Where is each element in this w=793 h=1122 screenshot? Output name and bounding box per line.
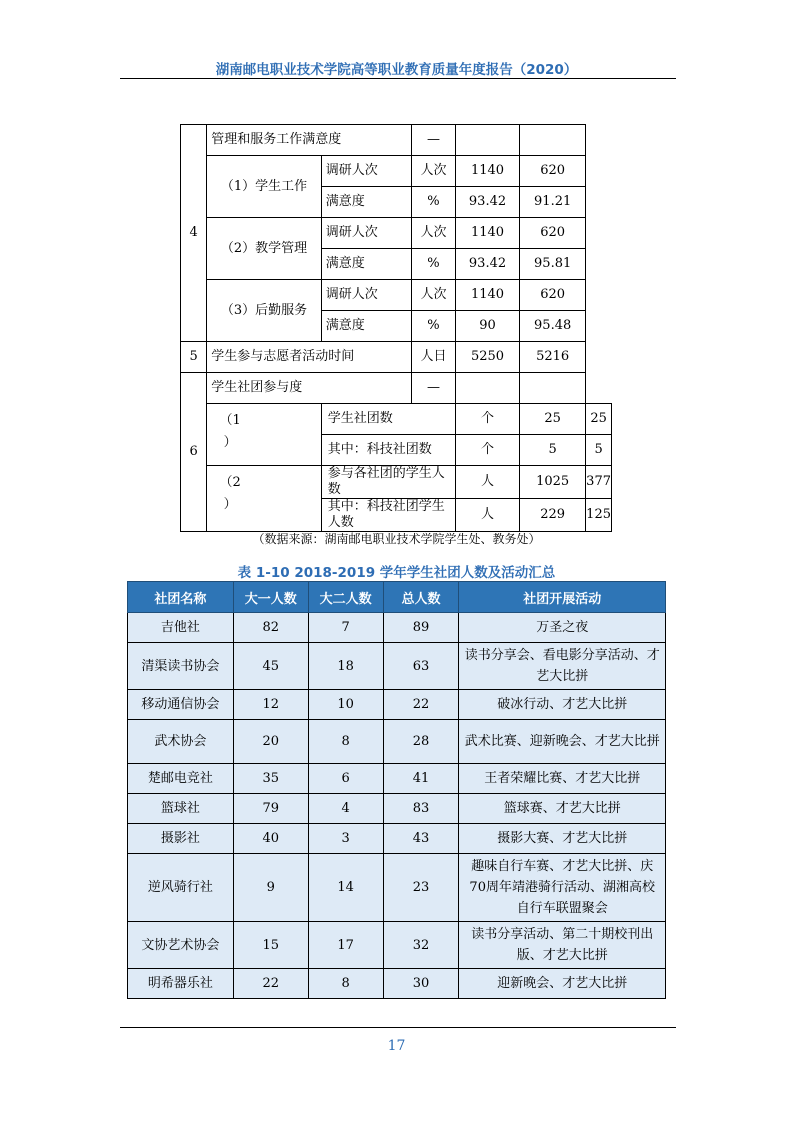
- count-cell: 3: [308, 824, 383, 854]
- value-cell: 125: [586, 499, 612, 532]
- group-label: （1）学生工作: [207, 156, 322, 218]
- count-cell: 82: [233, 613, 308, 643]
- club-name-cell: 篮球社: [128, 794, 234, 824]
- value-cell: 95.81: [520, 249, 586, 280]
- table-row: [128, 794, 666, 824]
- row-number: 5: [181, 342, 207, 373]
- table-row: [128, 922, 666, 969]
- count-cell: 89: [383, 613, 459, 643]
- table-row: [181, 404, 612, 435]
- value-cell: 5216: [520, 342, 586, 373]
- row-number: 4: [181, 125, 207, 342]
- table-row: [128, 969, 666, 999]
- value-cell: 95.48: [520, 311, 586, 342]
- count-cell: 20: [233, 720, 308, 764]
- report-header: 湖南邮电职业技术学院高等职业教育质量年度报告（2020）: [215, 62, 578, 78]
- unit-cell: %: [412, 249, 456, 280]
- club-name-cell: 清渠读书协会: [128, 643, 234, 690]
- item-cell: 学生社团数: [321, 404, 455, 435]
- table-row: [128, 720, 666, 764]
- value-cell: [520, 125, 586, 156]
- value-cell: 1140: [455, 218, 519, 249]
- count-cell: 23: [383, 854, 459, 922]
- value-cell: 5250: [455, 342, 519, 373]
- value-cell: 1140: [455, 156, 519, 187]
- value-cell: 93.42: [455, 187, 519, 218]
- activity-cell: 万圣之夜: [459, 613, 666, 643]
- value-cell: 93.42: [455, 249, 519, 280]
- group-label: [207, 404, 322, 466]
- activity-cell: 篮球赛、才艺大比拼: [459, 794, 666, 824]
- value-cell: 90: [455, 311, 519, 342]
- value-cell: [455, 125, 519, 156]
- value-cell: 1140: [455, 280, 519, 311]
- count-cell: 4: [308, 794, 383, 824]
- value-cell: 620: [520, 218, 586, 249]
- table-row: [181, 280, 612, 311]
- metric-title: 学生参与志愿者活动时间: [207, 342, 412, 373]
- activity-cell: 武术比赛、迎新晚会、才艺大比拼: [459, 720, 666, 764]
- table-row: [181, 125, 612, 156]
- unit-cell: —: [412, 373, 456, 404]
- count-cell: 41: [383, 764, 459, 794]
- table-caption: 表 1-10 2018-2019 学年学生社团人数及活动汇总: [237, 565, 556, 581]
- count-cell: 32: [383, 922, 459, 969]
- metric-title: 学生社团参与度: [207, 373, 412, 404]
- item-cell: 满意度: [321, 249, 411, 280]
- activity-cell: 趣味自行车赛、才艺大比拼、庆70周年靖港骑行活动、湖湘高校自行车联盟聚会: [459, 854, 666, 922]
- row-number: 6: [181, 373, 207, 532]
- unit-cell: 人日: [412, 342, 456, 373]
- table-row: [181, 373, 612, 404]
- item-cell: 参与各社团的学生人数: [321, 466, 455, 499]
- count-cell: 8: [308, 720, 383, 764]
- count-cell: 14: [308, 854, 383, 922]
- unit-cell: 人: [455, 466, 519, 499]
- column-header: 大二人数: [308, 582, 383, 613]
- item-cell: 其中：科技社团数: [321, 435, 455, 466]
- unit-cell: 人次: [412, 280, 456, 311]
- activity-cell: 迎新晚会、才艺大比拼: [459, 969, 666, 999]
- metrics-table: [180, 124, 612, 532]
- club-name-cell: 吉他社: [128, 613, 234, 643]
- footer-rule: [120, 1027, 676, 1028]
- club-name-cell: 摄影社: [128, 824, 234, 854]
- count-cell: 15: [233, 922, 308, 969]
- table-row: [181, 156, 612, 187]
- club-name-cell: 文协艺术协会: [128, 922, 234, 969]
- value-cell: 5: [586, 435, 612, 466]
- header-rule: [120, 78, 676, 79]
- count-cell: 7: [308, 613, 383, 643]
- activity-cell: 读书分享活动、第二十期校刊出版、才艺大比拼: [459, 922, 666, 969]
- count-cell: 28: [383, 720, 459, 764]
- club-table-body: [128, 613, 666, 999]
- count-cell: 10: [308, 690, 383, 720]
- item-cell: 调研人次: [321, 218, 411, 249]
- activity-cell: 读书分享会、看电影分享活动、才艺大比拼: [459, 643, 666, 690]
- club-name-cell: 武术协会: [128, 720, 234, 764]
- unit-cell: 人: [455, 499, 519, 532]
- group-label-line: （1: [219, 413, 241, 428]
- count-cell: 22: [383, 690, 459, 720]
- table-header-row: [128, 582, 666, 613]
- group-label-line: （2: [219, 475, 241, 490]
- item-cell: 调研人次: [321, 280, 411, 311]
- column-header: 社团名称: [128, 582, 234, 613]
- value-cell: 229: [520, 499, 586, 532]
- group-label: （3）后勤服务: [207, 280, 322, 342]
- count-cell: 17: [308, 922, 383, 969]
- value-cell: 620: [520, 280, 586, 311]
- club-name-cell: 明希器乐社: [128, 969, 234, 999]
- data-source-note: （数据来源：湖南邮电职业技术学院学生处、教务处）: [252, 532, 541, 546]
- activity-cell: 摄影大赛、才艺大比拼: [459, 824, 666, 854]
- unit-cell: 个: [455, 435, 519, 466]
- table-row: [128, 764, 666, 794]
- group-label-line: ）: [223, 435, 237, 450]
- count-cell: 30: [383, 969, 459, 999]
- count-cell: 83: [383, 794, 459, 824]
- unit-cell: 个: [455, 404, 519, 435]
- value-cell: 25: [520, 404, 586, 435]
- count-cell: 9: [233, 854, 308, 922]
- table-row: [181, 218, 612, 249]
- item-cell: 调研人次: [321, 156, 411, 187]
- club-table: [127, 581, 666, 999]
- value-cell: 620: [520, 156, 586, 187]
- column-header: 社团开展活动: [459, 582, 666, 613]
- count-cell: 6: [308, 764, 383, 794]
- group-label: [207, 466, 322, 532]
- value-cell: [520, 373, 586, 404]
- unit-cell: 人次: [412, 218, 456, 249]
- table-row: [181, 466, 612, 499]
- value-cell: 377: [586, 466, 612, 499]
- table-row: [128, 643, 666, 690]
- table-row: [128, 690, 666, 720]
- unit-cell: %: [412, 311, 456, 342]
- count-cell: 22: [233, 969, 308, 999]
- count-cell: 45: [233, 643, 308, 690]
- activity-cell: 破冰行动、才艺大比拼: [459, 690, 666, 720]
- metric-title: 管理和服务工作满意度: [207, 125, 412, 156]
- count-cell: 18: [308, 643, 383, 690]
- column-header: 总人数: [383, 582, 459, 613]
- club-name-cell: 移动通信协会: [128, 690, 234, 720]
- value-cell: 25: [586, 404, 612, 435]
- table-row: [181, 342, 612, 373]
- value-cell: 1025: [520, 466, 586, 499]
- unit-cell: %: [412, 187, 456, 218]
- page-number: 17: [387, 1038, 406, 1054]
- count-cell: 79: [233, 794, 308, 824]
- count-cell: 63: [383, 643, 459, 690]
- table-row: [128, 613, 666, 643]
- unit-cell: 人次: [412, 156, 456, 187]
- club-name-cell: 逆风骑行社: [128, 854, 234, 922]
- table-row: [128, 824, 666, 854]
- table-row: [128, 854, 666, 922]
- value-cell: [455, 373, 519, 404]
- value-cell: 91.21: [520, 187, 586, 218]
- item-cell: 满意度: [321, 187, 411, 218]
- count-cell: 40: [233, 824, 308, 854]
- count-cell: 35: [233, 764, 308, 794]
- count-cell: 43: [383, 824, 459, 854]
- group-label-line: ）: [223, 497, 237, 512]
- activity-cell: 王者荣耀比赛、才艺大比拼: [459, 764, 666, 794]
- value-cell: 5: [520, 435, 586, 466]
- column-header: 大一人数: [233, 582, 308, 613]
- group-label: （2）教学管理: [207, 218, 322, 280]
- club-name-cell: 楚邮电竞社: [128, 764, 234, 794]
- count-cell: 12: [233, 690, 308, 720]
- item-cell: 满意度: [321, 311, 411, 342]
- item-cell: 其中：科技社团学生人数: [321, 499, 455, 532]
- count-cell: 8: [308, 969, 383, 999]
- unit-cell: —: [412, 125, 456, 156]
